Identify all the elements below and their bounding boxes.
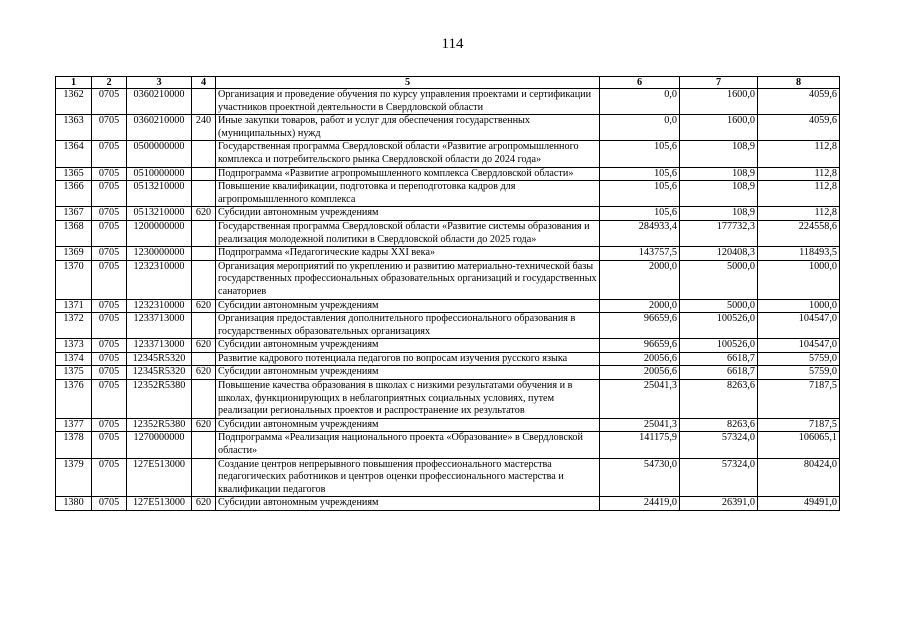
section-code-cell: 0705 [92,220,127,246]
amount-col6-cell: 105,6 [600,167,680,181]
expense-type-cell [192,313,216,339]
amount-col7-cell: 108,9 [680,167,758,181]
amount-col8-cell: 104547,0 [758,339,840,353]
amount-col7-cell: 100526,0 [680,313,758,339]
table-row [56,167,840,181]
expense-type-cell [192,458,216,497]
table-row [56,339,840,353]
expense-type-cell: 620 [192,366,216,380]
table-row [56,141,840,167]
amount-col6-cell: 25041,3 [600,380,680,419]
section-code-cell: 0705 [92,141,127,167]
amount-col8-cell: 112,8 [758,207,840,221]
target-article-cell: 127E513000 [127,458,192,497]
table-row [56,497,840,511]
description-cell: Субсидии автономным учреждениям [216,339,600,353]
amount-col7-cell: 8263,6 [680,418,758,432]
row-number-cell: 1363 [56,115,92,141]
expense-type-cell [192,89,216,115]
target-article-cell: 0510000000 [127,167,192,181]
column-header: 3 [127,77,192,89]
section-code-cell: 0705 [92,313,127,339]
amount-col6-cell: 54730,0 [600,458,680,497]
table-row [56,299,840,313]
target-article-cell: 1230000000 [127,247,192,261]
table-row [56,181,840,207]
amount-col7-cell: 5000,0 [680,260,758,299]
amount-col6-cell: 0,0 [600,115,680,141]
expense-type-cell: 620 [192,339,216,353]
amount-col6-cell: 25041,3 [600,418,680,432]
expense-type-cell: 620 [192,207,216,221]
column-header: 6 [600,77,680,89]
description-cell: Организация предоставления дополнительного профессионального образования в государственных образовательных организациях [216,313,600,339]
row-number-cell: 1379 [56,458,92,497]
amount-col8-cell: 7187,5 [758,380,840,419]
table-row [56,207,840,221]
description-cell: Повышение квалификации, подготовка и переподготовка кадров для агропромышленного комплекса [216,181,600,207]
description-cell: Субсидии автономным учреждениям [216,497,600,511]
expense-type-cell: 620 [192,299,216,313]
amount-col8-cell: 5759,0 [758,352,840,366]
section-code-cell: 0705 [92,497,127,511]
table-body [56,89,840,511]
amount-col7-cell: 57324,0 [680,458,758,497]
amount-col6-cell: 0,0 [600,89,680,115]
table-row [56,115,840,141]
target-article-cell: 12352R5380 [127,380,192,419]
table-row [56,432,840,458]
table-row [56,313,840,339]
row-number-cell: 1374 [56,352,92,366]
expense-type-cell [192,432,216,458]
row-number-cell: 1377 [56,418,92,432]
expense-type-cell [192,181,216,207]
row-number-cell: 1380 [56,497,92,511]
expense-type-cell: 620 [192,497,216,511]
amount-col6-cell: 143757,5 [600,247,680,261]
description-cell: Государственная программа Свердловской области «Развитие агропромышленного комплекса и потребительского рынка Свердловской области до 2024 года» [216,141,600,167]
amount-col8-cell: 4059,6 [758,89,840,115]
amount-col6-cell: 105,6 [600,207,680,221]
amount-col6-cell: 2000,0 [600,260,680,299]
column-header: 8 [758,77,840,89]
section-code-cell: 0705 [92,299,127,313]
amount-col7-cell: 5000,0 [680,299,758,313]
amount-col8-cell: 112,8 [758,181,840,207]
target-article-cell: 12352R5380 [127,418,192,432]
row-number-cell: 1375 [56,366,92,380]
amount-col7-cell: 108,9 [680,141,758,167]
row-number-cell: 1367 [56,207,92,221]
description-cell: Субсидии автономным учреждениям [216,366,600,380]
section-code-cell: 0705 [92,366,127,380]
row-number-cell: 1376 [56,380,92,419]
description-cell: Субсидии автономным учреждениям [216,418,600,432]
section-code-cell: 0705 [92,167,127,181]
target-article-cell: 12345R5320 [127,366,192,380]
target-article-cell: 1270000000 [127,432,192,458]
section-code-cell: 0705 [92,418,127,432]
row-number-cell: 1365 [56,167,92,181]
amount-col8-cell: 224558,6 [758,220,840,246]
row-number-cell: 1378 [56,432,92,458]
amount-col7-cell: 57324,0 [680,432,758,458]
target-article-cell: 1233713000 [127,313,192,339]
section-code-cell: 0705 [92,207,127,221]
section-code-cell: 0705 [92,380,127,419]
amount-col6-cell: 96659,6 [600,339,680,353]
amount-col7-cell: 120408,3 [680,247,758,261]
amount-col7-cell: 108,9 [680,207,758,221]
section-code-cell: 0705 [92,352,127,366]
target-article-cell: 1200000000 [127,220,192,246]
amount-col8-cell: 80424,0 [758,458,840,497]
row-number-cell: 1366 [56,181,92,207]
amount-col8-cell: 106065,1 [758,432,840,458]
column-header: 2 [92,77,127,89]
row-number-cell: 1368 [56,220,92,246]
amount-col7-cell: 6618,7 [680,366,758,380]
row-number-cell: 1370 [56,260,92,299]
section-code-cell: 0705 [92,260,127,299]
amount-col8-cell: 7187,5 [758,418,840,432]
target-article-cell: 1232310000 [127,299,192,313]
target-article-cell: 127E513000 [127,497,192,511]
section-code-cell: 0705 [92,339,127,353]
amount-col7-cell: 26391,0 [680,497,758,511]
amount-col7-cell: 8263,6 [680,380,758,419]
table-row [56,418,840,432]
table-row [56,458,840,497]
amount-col8-cell: 118493,5 [758,247,840,261]
expense-type-cell [192,380,216,419]
column-header: 7 [680,77,758,89]
expense-type-cell [192,352,216,366]
header-row [56,77,840,89]
amount-col8-cell: 112,8 [758,141,840,167]
expense-type-cell [192,141,216,167]
amount-col8-cell: 5759,0 [758,366,840,380]
amount-col6-cell: 105,6 [600,141,680,167]
amount-col6-cell: 2000,0 [600,299,680,313]
amount-col8-cell: 104547,0 [758,313,840,339]
amount-col8-cell: 1000,0 [758,260,840,299]
expense-type-cell: 620 [192,418,216,432]
amount-col7-cell: 1600,0 [680,115,758,141]
table-row [56,247,840,261]
amount-col8-cell: 112,8 [758,167,840,181]
description-cell: Иные закупки товаров, работ и услуг для обеспечения государственных (муниципальных) нужд [216,115,600,141]
column-header: 1 [56,77,92,89]
description-cell: Подпрограмма «Реализация национального проекта «Образование» в Свердловской области» [216,432,600,458]
column-header: 4 [192,77,216,89]
table-row [56,366,840,380]
section-code-cell: 0705 [92,247,127,261]
table-row [56,380,840,419]
amount-col6-cell: 20056,6 [600,352,680,366]
amount-col7-cell: 100526,0 [680,339,758,353]
target-article-cell: 0513210000 [127,207,192,221]
row-number-cell: 1369 [56,247,92,261]
target-article-cell: 0500000000 [127,141,192,167]
section-code-cell: 0705 [92,181,127,207]
table-row [56,352,840,366]
amount-col7-cell: 177732,3 [680,220,758,246]
row-number-cell: 1364 [56,141,92,167]
expense-type-cell [192,220,216,246]
amount-col6-cell: 24419,0 [600,497,680,511]
section-code-cell: 0705 [92,458,127,497]
row-number-cell: 1372 [56,313,92,339]
description-cell: Развитие кадрового потенциала педагогов по вопросам изучения русского языка [216,352,600,366]
section-code-cell: 0705 [92,115,127,141]
description-cell: Государственная программа Свердловской области «Развитие системы образования и реализация молодежной политики в Свердловской области до 2025 года» [216,220,600,246]
amount-col7-cell: 108,9 [680,181,758,207]
section-code-cell: 0705 [92,432,127,458]
description-cell: Подпрограмма «Педагогические кадры XXI века» [216,247,600,261]
description-cell: Подпрограмма «Развитие агропромышленного комплекса Свердловской области» [216,167,600,181]
description-cell: Субсидии автономным учреждениям [216,207,600,221]
description-cell: Создание центров непрерывного повышения профессионального мастерства педагогических работников и центров оценки профессионального мастерства и квалификации педагогов [216,458,600,497]
amount-col6-cell: 141175,9 [600,432,680,458]
amount-col6-cell: 20056,6 [600,366,680,380]
target-article-cell: 0513210000 [127,181,192,207]
table-row [56,260,840,299]
target-article-cell: 0360210000 [127,115,192,141]
amount-col8-cell: 4059,6 [758,115,840,141]
expense-type-cell [192,247,216,261]
target-article-cell: 1232310000 [127,260,192,299]
page-number: 114 [441,36,464,52]
description-cell: Организация и проведение обучения по курсу управления проектами и сертификации участников проектной деятельности в Свердловской области [216,89,600,115]
section-code-cell: 0705 [92,89,127,115]
amount-col6-cell: 105,6 [600,181,680,207]
row-number-cell: 1362 [56,89,92,115]
table-row [56,89,840,115]
description-cell: Повышение качества образования в школах с низкими результатами обучения и в школах, функционирующих в неблагоприятных социальных условиях, путем реализации региональных проектов и распространение их результатов [216,380,600,419]
row-number-cell: 1371 [56,299,92,313]
amount-col7-cell: 1600,0 [680,89,758,115]
expense-type-cell [192,167,216,181]
amount-col7-cell: 6618,7 [680,352,758,366]
amount-col6-cell: 284933,4 [600,220,680,246]
table-row [56,220,840,246]
expense-type-cell [192,260,216,299]
budget-table [55,76,840,511]
amount-col8-cell: 1000,0 [758,299,840,313]
row-number-cell: 1373 [56,339,92,353]
target-article-cell: 1233713000 [127,339,192,353]
description-cell: Субсидии автономным учреждениям [216,299,600,313]
description-cell: Организация мероприятий по укреплению и развитию материально-технической базы государственных профессиональных образовательных организаций и государственных санаториев [216,260,600,299]
column-header: 5 [216,77,600,89]
expense-type-cell: 240 [192,115,216,141]
amount-col6-cell: 96659,6 [600,313,680,339]
target-article-cell: 0360210000 [127,89,192,115]
amount-col8-cell: 49491,0 [758,497,840,511]
target-article-cell: 12345R5320 [127,352,192,366]
